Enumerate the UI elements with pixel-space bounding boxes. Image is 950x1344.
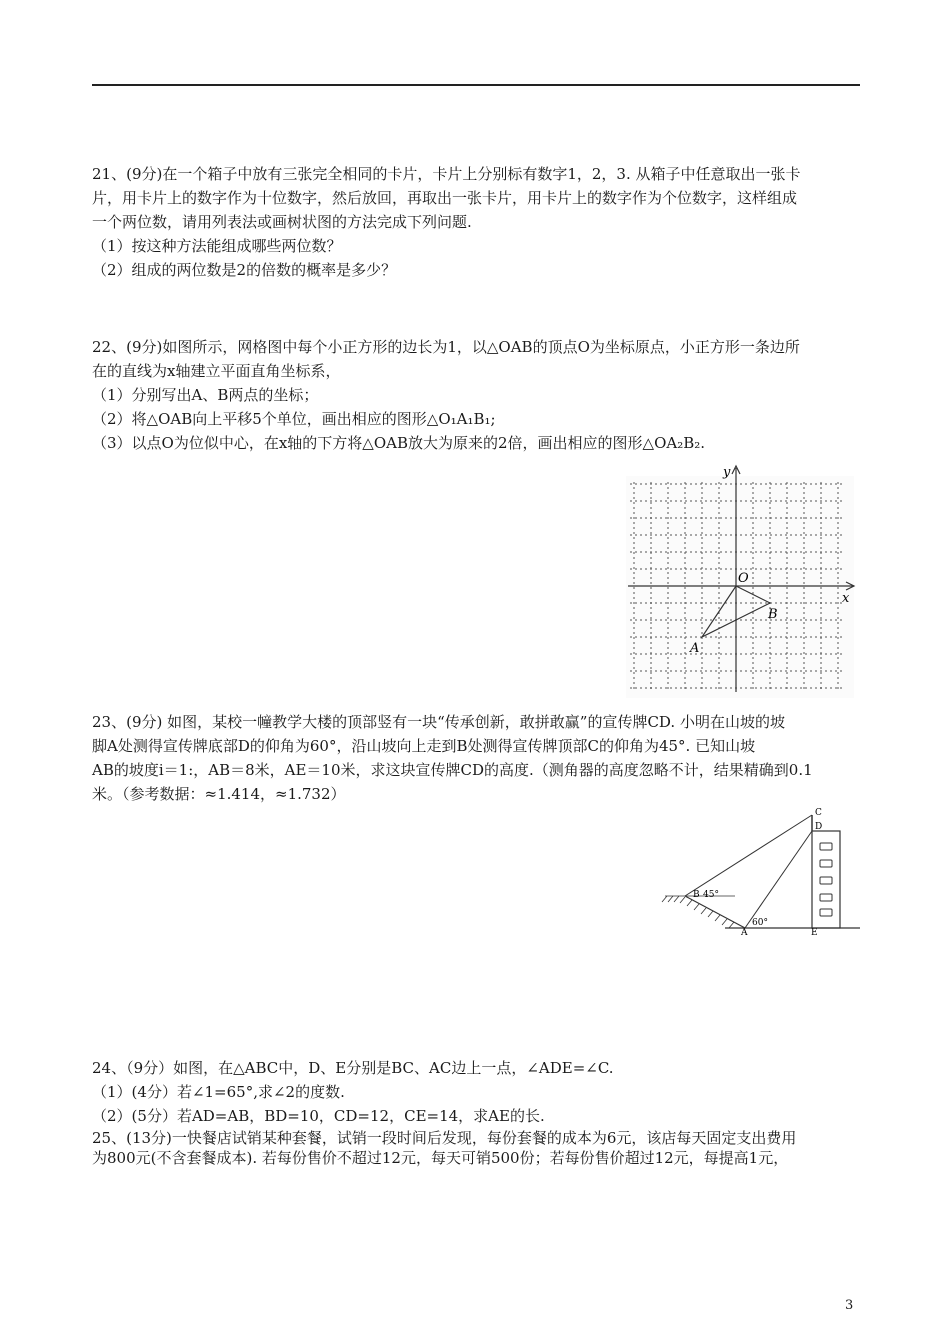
q24-line: 24、（9分）如图，在△ABC中，D、E分别是BC、AC边上一点，∠ADE=∠C. [92, 1059, 614, 1077]
question-22 [92, 335, 864, 455]
q22-line: 在的直线为x轴建立平面直角坐标系， [92, 362, 341, 380]
header-rule [92, 84, 860, 86]
q21-line: 21、(9分)在一个箱子中放有三张完全相同的卡片，卡片上分别标有数字1，2，3. 从箱子中任意取出一张卡 [92, 165, 801, 183]
slope-line [685, 896, 745, 928]
y-label: y [723, 465, 731, 480]
grid-background [626, 476, 854, 698]
slope-hatching [662, 896, 734, 928]
page-number: 3 [845, 1298, 854, 1313]
q21-line: （2）组成的两位数是2的倍数的概率是多少？ [92, 261, 397, 279]
q22-line: （2）将△OAB向上平移5个单位，画出相应的图形△O₁A₁B₁; [92, 410, 496, 428]
grid-figure [620, 460, 860, 700]
billboard-figure [655, 805, 865, 935]
b-label: B [693, 890, 700, 900]
angle-a-label: 60° [752, 918, 768, 928]
q25-line: 25、(13分)一快餐店试销某种套餐，试销一段时间后发现，每份套餐的成本为6元，该店每天固定支出费用 [92, 1129, 797, 1147]
question-24 [92, 1056, 864, 1128]
q23-line: AB的坡度i＝1:，AB＝8米，AE＝10米，求这块宣传牌CD的高度.（测角器的高度忽略不计，结果精确到0.1 [92, 761, 813, 779]
q22-line: （3）以点O为位似中心，在x轴的下方将△OAB放大为原来的2倍，画出相应的图形△OA₂B₂. [92, 434, 706, 452]
a-label: A [741, 928, 748, 935]
e-label: E [811, 928, 818, 935]
o-label: O [738, 571, 749, 586]
q25-line: 为800元(不含套餐成本). 若每份售价不超过12元，每天可销500份；若每份售价超过12元，每提高1元， [92, 1149, 789, 1167]
q23-line: 23、(9分) 如图，某校一幢教学大楼的顶部竖有一块“传承创新，敢拼敢赢”的宣传牌CD. 小明在山坡的坡 [92, 713, 785, 731]
c-label: C [815, 808, 822, 818]
q24-line: （2）(5分）若AD=AB，BD=10，CD=12，CE=14，求AE的长. [92, 1107, 545, 1125]
b-label: B [768, 607, 778, 622]
a-label: A [690, 641, 700, 656]
q21-line: 一个两位数，请用列表法或画树状图的方法完成下列问题. [92, 213, 472, 231]
x-label: x [842, 591, 850, 606]
building [812, 831, 840, 928]
d-label: D [815, 822, 823, 832]
q23-line: 脚A处测得宣传牌底部D的仰角为60°，沿山坡向上走到B处测得宣传牌顶部C的仰角为45°. 已知山坡 [92, 737, 756, 755]
q24-line: （1）(4分）若∠1=65°,求∠2的度数. [92, 1083, 345, 1101]
sight-line-ad [745, 831, 812, 928]
q22-line: 22、(9分)如图所示，网格图中每个小正方形的边长为1，以△OAB的顶点O为坐标原点，小正方形一条边所 [92, 338, 800, 356]
question-23 [92, 710, 864, 806]
q23-line: 米。（参考数据：≈1.414，≈1.732） [92, 785, 346, 803]
sight-line-bc [685, 815, 812, 896]
question-25 [92, 1128, 864, 1168]
q22-line: （1）分别写出A、B两点的坐标； [92, 386, 319, 404]
question-21 [92, 162, 864, 282]
q21-line: 片，用卡片上的数字作为十位数字，然后放回，再取出一张卡片，用卡片上的数字作为个位数字，这样组成 [92, 189, 798, 207]
angle-b-label: 45° [703, 890, 719, 900]
q21-line: （1）按这种方法能组成哪些两位数？ [92, 237, 342, 255]
building-windows [820, 843, 832, 916]
